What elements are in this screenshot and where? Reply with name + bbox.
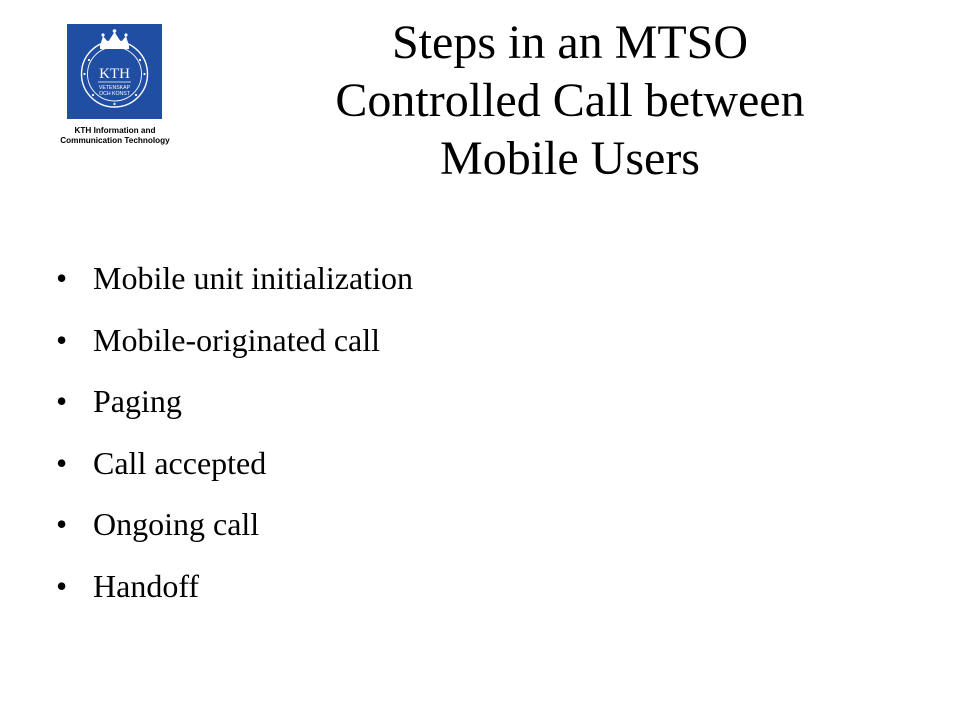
bullet-icon: •: [56, 383, 68, 419]
bullet-icon: •: [56, 321, 68, 358]
logo-caption-line1: KTH Information and: [74, 126, 156, 135]
kth-wordmark: KTH: [99, 66, 130, 82]
title-line1: Steps in an MTSO: [391, 16, 748, 69]
bullet-text: Handoff: [93, 567, 200, 604]
bullet-icon: •: [56, 444, 68, 481]
title-line3: Mobile Users: [440, 132, 700, 185]
title-line2: Controlled Call between: [335, 74, 805, 127]
bullet-text: Mobile unit initialization: [93, 260, 413, 296]
logo-caption-line2: Communication Technology: [60, 136, 170, 145]
kth-crest-icon: [67, 24, 162, 119]
slide-title: [210, 14, 930, 188]
bullet-text: Mobile-originated call: [93, 321, 381, 358]
bullet-icon: •: [56, 567, 68, 604]
kth-logo: [48, 22, 182, 152]
logo-caption: [48, 126, 182, 146]
bullet-icon: •: [56, 506, 68, 542]
kth-motto-line2: OCH KONST: [99, 91, 130, 97]
bullet-text: Paging: [93, 383, 182, 419]
bullet-text: Call accepted: [93, 444, 267, 481]
kth-motto-line1: VETENSKAP: [98, 85, 131, 91]
bullet-text: Ongoing call: [93, 506, 260, 542]
bullet-icon: •: [56, 260, 68, 296]
